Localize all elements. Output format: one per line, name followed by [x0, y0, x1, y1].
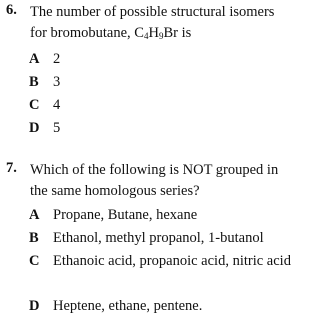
option-letter: C [29, 97, 40, 113]
option-text: Ethanoic acid, propanoic acid, nitric acid [53, 253, 291, 269]
option-text: 3 [53, 74, 61, 90]
answer-option-d[interactable] [29, 118, 323, 141]
option-text: 4 [53, 97, 61, 113]
question-stem [30, 2, 322, 44]
option-text: 5 [53, 120, 61, 136]
answer-option-b[interactable] [29, 228, 323, 251]
option-letter: C [29, 253, 40, 269]
option-letter: D [29, 298, 40, 314]
option-letter: B [29, 74, 39, 90]
option-letter: B [29, 230, 39, 246]
answer-option-a[interactable] [29, 49, 323, 72]
option-letter: D [29, 120, 40, 136]
answer-option-b[interactable] [29, 72, 323, 95]
option-text: Ethanol, methyl propanol, 1-butanol [53, 230, 264, 246]
question-stem-line: The number of possible structural isomers [30, 4, 275, 20]
question-stem-line: the same homologous series? [30, 183, 200, 199]
question-stem [30, 160, 322, 202]
answer-option-c[interactable] [29, 95, 323, 118]
option-text: 2 [53, 51, 61, 67]
formula-element: H [148, 25, 159, 41]
stem-text: Br is [163, 25, 192, 41]
question-stem-line [30, 23, 322, 44]
answer-options [29, 49, 323, 141]
answer-options [29, 205, 323, 319]
answer-option-c[interactable] [29, 251, 323, 296]
option-letter: A [29, 207, 40, 223]
question-number: 7. [6, 160, 17, 176]
answer-option-a[interactable] [29, 205, 323, 228]
option-text: Heptene, ethane, pentene. [53, 298, 203, 314]
option-text: Propane, Butane, hexane [53, 207, 198, 223]
option-letter: A [29, 51, 40, 67]
question-stem-line: Which of the following is NOT grouped in [30, 162, 279, 178]
formula-subscript: 4 [143, 31, 149, 41]
question-number: 6. [6, 2, 17, 18]
stem-text: for bromobutane, C [30, 25, 144, 41]
formula-subscript: 9 [158, 31, 164, 41]
